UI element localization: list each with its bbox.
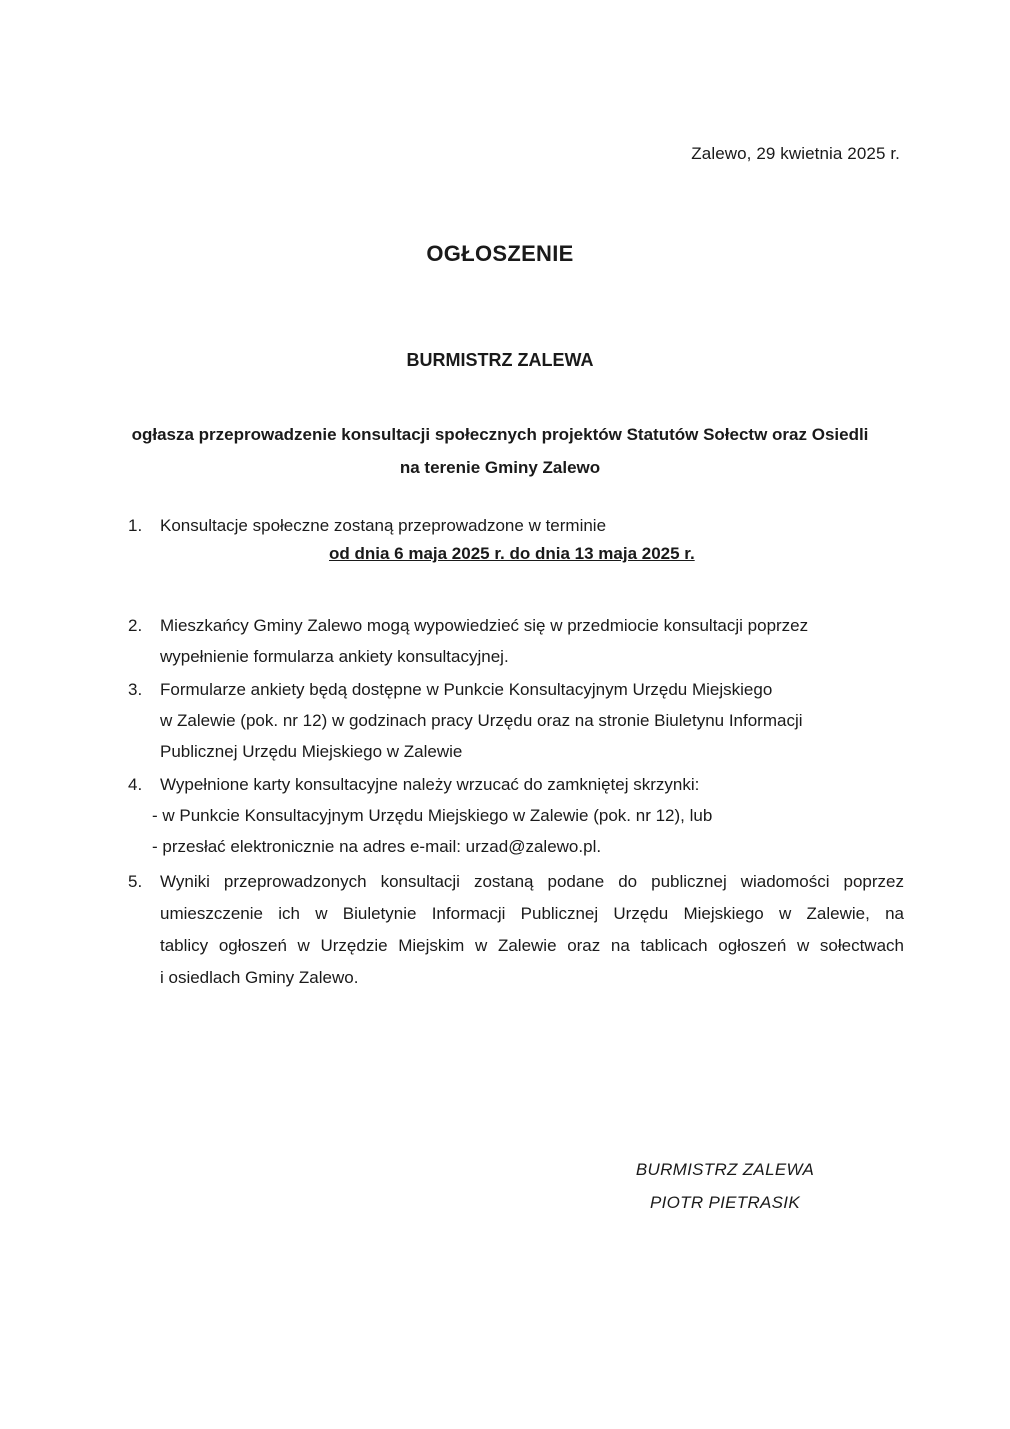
list-item-number: 4. (128, 775, 143, 794)
list-item-text: - przesłać elektronicznie na adres e-mail: urzad@zalewo.pl. (152, 837, 602, 856)
consultation-term: od dnia 6 maja 2025 r. do dnia 13 maja 2025 r. (329, 544, 695, 563)
list-item-text: tablicy ogłoszeń w Urzędzie Miejskim w Zalewie oraz na tablicach ogłoszeń w sołectwach (160, 936, 904, 955)
list-item-text: Wyniki przeprowadzonych konsultacji zostaną podane do publicznej wiadomości poprzez (160, 872, 904, 891)
list-item-number: 1. (128, 516, 143, 535)
list-item-text: umieszczenie ich w Biuletynie Informacji Publicznej Urzędu Miejskiego w Zalewie, na (160, 904, 904, 923)
signature-title: BURMISTRZ ZALEWA (635, 1160, 815, 1179)
subject-line-2: na terenie Gminy Zalewo (399, 458, 601, 477)
list-item-text: w Zalewie (pok. nr 12) w godzinach pracy Urzędu oraz na stronie Biuletynu Informacji (160, 711, 803, 730)
list-item-number: 5. (128, 872, 143, 891)
list-item-number: 2. (128, 616, 143, 635)
list-item-number: 3. (128, 680, 143, 699)
list-item-text: Mieszkańcy Gminy Zalewo mogą wypowiedzieć się w przedmiocie konsultacji poprzez (160, 616, 809, 635)
list-item-text: Publicznej Urzędu Miejskiego w Zalewie (160, 742, 463, 761)
list-item-text: Konsultacje społeczne zostaną przeprowadzone w terminie (160, 516, 607, 535)
document-date: Zalewo, 29 kwietnia 2025 r. (691, 144, 900, 163)
subject-line-1: ogłasza przeprowadzenie konsultacji społecznych projektów Statutów Sołectw oraz Osiedli (131, 425, 869, 444)
document-title: OGŁOSZENIE (426, 241, 574, 266)
document-issuer: BURMISTRZ ZALEWA (406, 350, 594, 370)
list-item-text: Formularze ankiety będą dostępne w Punkcie Konsultacyjnym Urzędu Miejskiego (160, 680, 773, 699)
list-item-text: Wypełnione karty konsultacyjne należy wrzucać do zamkniętej skrzynki: (160, 775, 700, 794)
list-item-text: i osiedlach Gminy Zalewo. (160, 968, 359, 987)
document-subject (80, 418, 920, 484)
signature-name: PIOTR PIETRASIK (650, 1193, 800, 1212)
list-item-text: - w Punkcie Konsultacyjnym Urzędu Miejskiego w Zalewie (pok. nr 12), lub (152, 806, 713, 825)
list-item-text: wypełnienie formularza ankiety konsultacyjnej. (160, 647, 509, 666)
